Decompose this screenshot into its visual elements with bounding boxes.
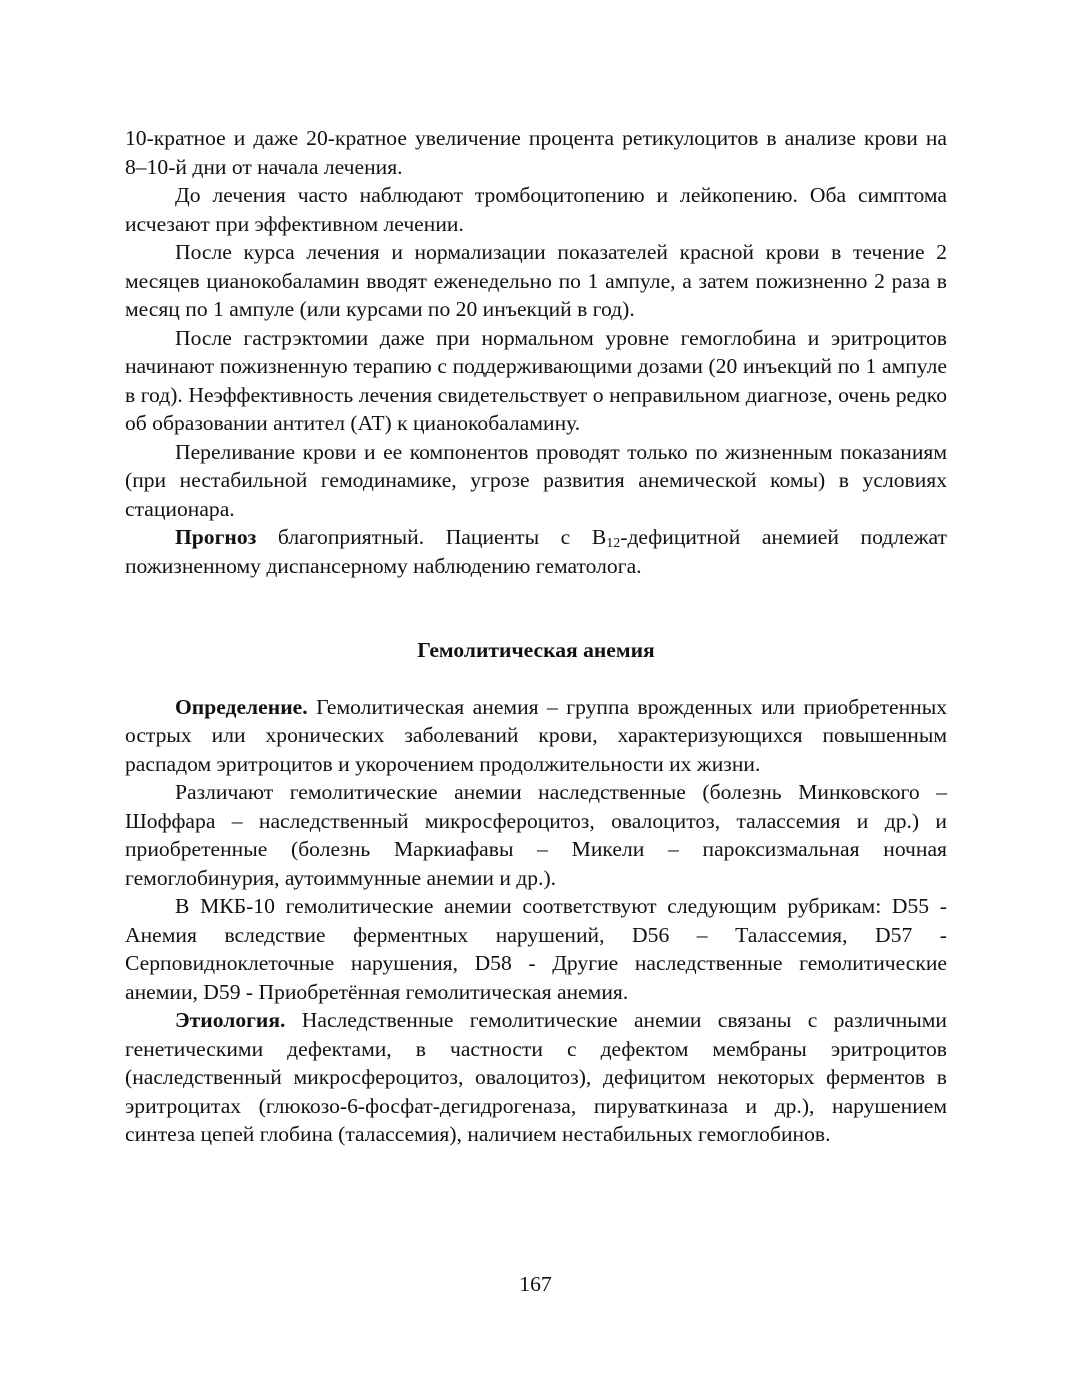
prognosis-text-start: благоприятный. Пациенты с B (256, 525, 607, 549)
prognosis-text-end: -дефицитной анемией подлежат пожизненному диспансерному наблюдению гематолога. (125, 525, 947, 578)
paragraph-classification: Различают гемолитические анемии наследственные (болезнь Минковского – Шоффара – наследственный микросфероцитоз, овалоцитоз, талассемия и др.) и приобретенные (болезнь Маркиафавы – Микели – пароксизмальная ночная гемоглобинурия, аутоиммунные анемии и др.). (125, 780, 947, 890)
paragraph-maintenance-therapy: После курса лечения и нормализации показателей красной крови в течение 2 месяцев цианокобаламин вводят еженедельно по 1 ампуле, а затем пожизненно 2 раза в месяц по 1 ампуле (или курсами по 20 инъекций в год). (125, 240, 947, 321)
paragraph-etiology (125, 1006, 947, 1149)
paragraph-thrombocytopenia: До лечения часто наблюдают тромбоцитопению и лейкопению. Оба симптома исчезают при эффективном лечении. (125, 183, 947, 236)
paragraph-prognosis (125, 523, 947, 580)
definition-label: Определение. (175, 694, 308, 719)
paragraph-continuation: 10-кратное и даже 20-кратное увеличение процента ретикулоцитов в анализе крови на 8–10-й дни от начала лечения. (125, 126, 947, 179)
paragraph-definition (125, 693, 947, 779)
paragraph-icd10: В МКБ-10 гемолитические анемии соответствуют следующим рубрикам: D55 - Анемия вследствие ферментных нарушений, D56 – Талассемия, D57 - Серповидноклеточные нарушения, D58 - Другие наследственные гемолитические анемии, D59 - Приобретённая гемолитическая анемия. (125, 894, 947, 1004)
paragraph-gastrectomy: После гастрэктомии даже при нормальном уровне гемоглобина и эритроцитов начинают пожизненную терапию с поддерживающими дозами (20 инъекций по 1 ампуле в год). Неэффективность лечения свидетельствует о неправильном диагнозе, очень редко об образовании антител (АТ) к цианокобаламину. (125, 325, 947, 435)
section-title: Гемолитическая анемия (417, 638, 655, 662)
page-number: 167 (519, 1272, 552, 1296)
paragraph-transfusion: Переливание крови и ее компонентов проводят только по жизненным показаниям (при нестабильной гемодинамике, угрозе развития анемической комы) в условиях стационара. (125, 439, 947, 521)
definition-text: Гемолитическая анемия – группа врожденных или приобретенных острых или хронических заболеваний крови, характеризующихся повышенным распадом эритроцитов и укорочением продолжительности их жизни. (125, 694, 947, 776)
prognosis-subscript: 12 (606, 536, 621, 551)
prognosis-label: Прогноз (175, 525, 257, 549)
etiology-label: Этиология. (175, 1008, 286, 1032)
spacer (125, 580, 947, 636)
etiology-text: Наследственные гемолитические анемии связаны с различными генетическими дефектами, в частности с дефектом мембраны эритроцитов (наследственный микросфероцитоз, овалоцитоз), дефицитом некоторых ферментов в эритроцитах (глюкозо-6-фосфат-дегидрогеназа, пируваткиназа и др.), нарушением синтеза цепей глобина (талассемия), наличием нестабильных гемоглобинов. (125, 1008, 947, 1146)
spacer (125, 665, 947, 693)
page-body (125, 124, 947, 1149)
